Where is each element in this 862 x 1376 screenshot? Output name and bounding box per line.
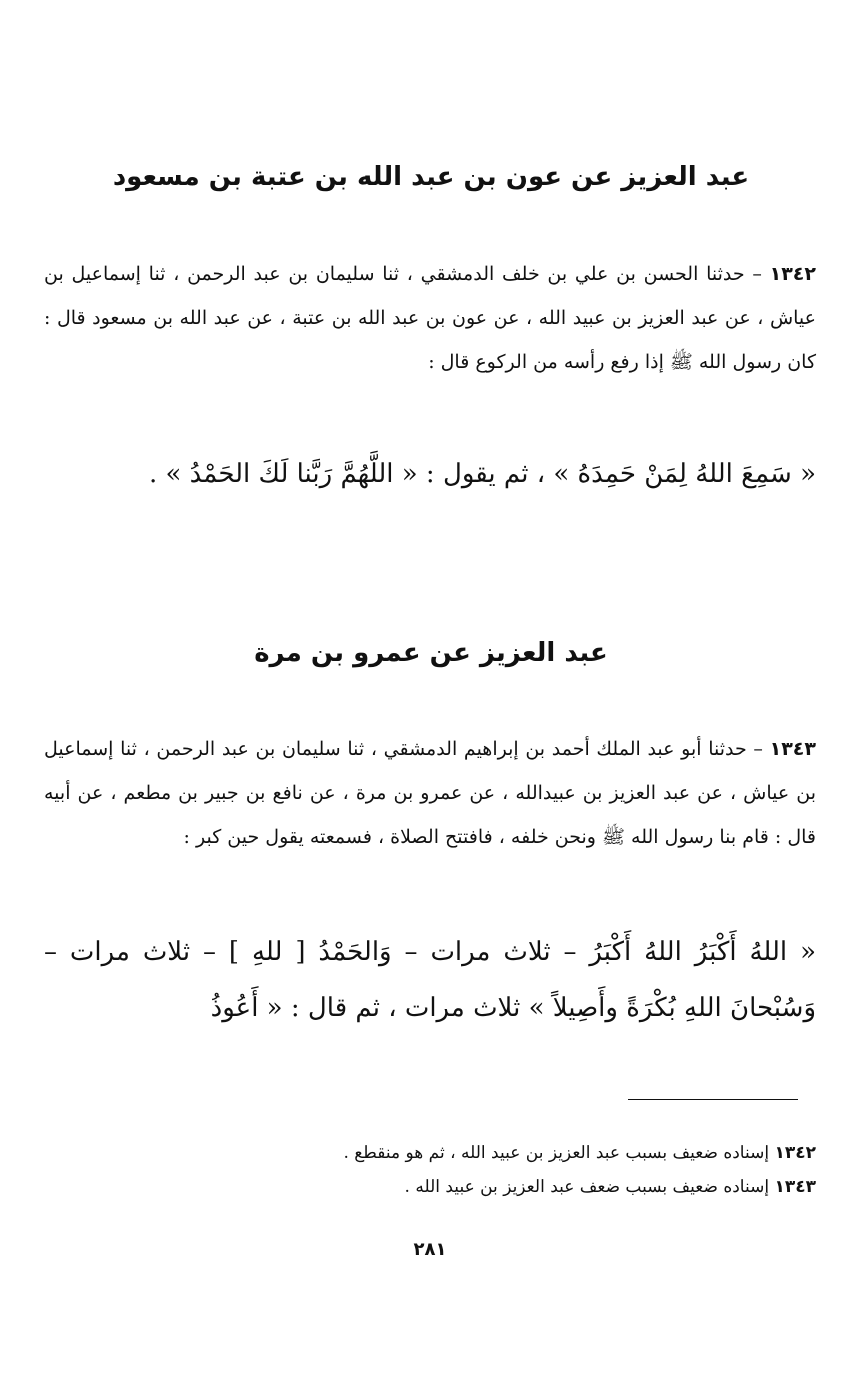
footnote-number: ١٣٤٢	[774, 1143, 816, 1163]
narration-text: – حدثنا أبو عبد الملك أحمد بن إبراهيم الدمشقي ، ثنا سليمان بن عبد الرحمن ، ثنا إسماعيل بن عياش ، عن عبد العزيز بن عبيدالله ، عن عمرو بن مرة ، عن نافع بن جبير بن مطعم ، عن أبيه قال : قام بنا رسول الله ﷺ ونحن خلفه ، فافتتح الصلاة ، فسمعته يقول حين كبر :	[44, 738, 816, 848]
hadith-number: ١٣٤٣	[769, 738, 816, 760]
footnote-text: إسناده ضعيف بسبب ضعف عبد العزيز بن عبيد الله .	[404, 1177, 775, 1197]
footnote-text: إسناده ضعيف بسبب عبد العزيز بن عبيد الله ، ثم هو منقطع .	[343, 1143, 775, 1163]
footnote	[44, 1170, 816, 1204]
hadith-number: ١٣٤٢	[769, 263, 816, 285]
footnotes	[44, 1136, 816, 1204]
section-heading: عبد العزيز عن عمرو بن مرة	[254, 638, 608, 668]
hadith-narration	[44, 252, 816, 384]
hadith-narration	[44, 727, 816, 859]
footnote-number: ١٣٤٣	[774, 1177, 816, 1197]
hadith-quote: « سَمِعَ اللهُ لِمَنْ حَمِدَهُ » ، ثم يقول : « اللَّهُمَّ رَبَّنا لَكَ الحَمْدُ » .	[148, 459, 816, 489]
section-heading: عبد العزيز عن عون بن عبد الله بن عتبة بن مسعود	[112, 162, 750, 192]
page-number: ٢٨١	[413, 1239, 447, 1260]
footnote-divider	[628, 1099, 798, 1100]
hadith-quote: « اللهُ أَكْبَرُ اللهُ أَكْبَرُ – ثلاث مرات – وَالحَمْدُ [ للهِ ] – ثلاث مرات – وَسُبْحانَ اللهِ بُكْرَةً وأَصِيلاً » ثلاث مرات ، ثم قال : « أَعُوذُ	[44, 937, 816, 1023]
narration-text: – حدثنا الحسن بن علي بن خلف الدمشقي ، ثنا سليمان بن عبد الرحمن ، ثنا إسماعيل بن عياش ، عن عبد العزيز بن عبيد الله ، عن عون بن عبد الله بن عتبة ، عن عبد الله بن مسعود قال : كان رسول الله ﷺ إذا رفع رأسه من الركوع قال :	[44, 263, 816, 373]
footnote	[44, 1136, 816, 1170]
